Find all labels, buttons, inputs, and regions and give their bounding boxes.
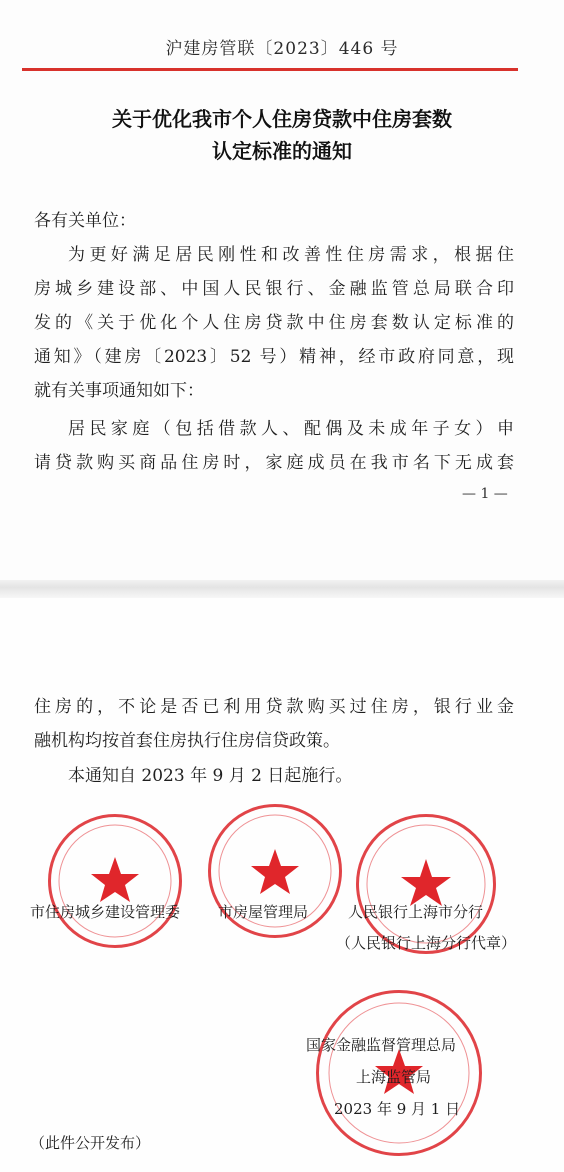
document-title-line-2: 认定标准的通知 bbox=[212, 139, 352, 163]
paragraph-line: 就有关事项通知如下： bbox=[34, 381, 204, 401]
signatory-housing-commission: 市住房城乡建设管理委 bbox=[30, 903, 181, 921]
document-number: 沪建房管联〔2023〕446 号 bbox=[165, 39, 399, 59]
paragraph-line: 为更好满足居民刚性和改善性住房需求，根据住 bbox=[68, 245, 514, 265]
publication-note: （此件公开发布） bbox=[30, 1134, 151, 1152]
paragraph-line: 居民家庭（包括借款人、配偶及未成年子女）申 bbox=[68, 419, 514, 439]
signature-date: 2023 年 9 月 1 日 bbox=[334, 1100, 461, 1118]
paragraph-line: 发的《关于优化个人住房贷款中住房套数认定标准的 bbox=[34, 313, 514, 333]
paragraph-line: 请贷款购买商品住房时，家庭成员在我市名下无成套 bbox=[34, 453, 514, 473]
red-divider-line bbox=[22, 68, 518, 71]
paragraph-line: 房城乡建设部、中国人民银行、金融监管总局联合印 bbox=[34, 279, 514, 299]
paragraph-line: 住房的，不论是否已利用贷款购买过住房，银行业金 bbox=[34, 697, 514, 717]
signatory-pboc-shanghai: 人民银行上海市分行 bbox=[348, 903, 484, 921]
signatory-pboc-seal-note: （人民银行上海分行代章） bbox=[336, 934, 517, 952]
signatory-nfra-line-2: 上海监管局 bbox=[356, 1068, 432, 1086]
paragraph-line: 通知》（建房〔2023〕52 号）精神，经市政府同意，现 bbox=[34, 347, 514, 367]
seal-housing-commission bbox=[48, 814, 182, 948]
document-page-2 bbox=[0, 598, 564, 1172]
document-title-line-1: 关于优化我市个人住房贷款中住房套数 bbox=[112, 107, 452, 131]
page-break-gap bbox=[0, 580, 564, 598]
document-page-1 bbox=[0, 0, 564, 580]
signatory-housing-bureau: 市房屋管理局 bbox=[218, 903, 309, 921]
page-number: — 1 — bbox=[462, 486, 508, 502]
paragraph-line: 融机构均按首套住房执行住房信贷政策。 bbox=[34, 731, 340, 751]
salutation: 各有关单位： bbox=[34, 211, 136, 231]
effective-date-line: 本通知自 2023 年 9 月 2 日起施行。 bbox=[68, 766, 353, 786]
signatory-nfra-line-1: 国家金融监督管理总局 bbox=[306, 1036, 457, 1054]
